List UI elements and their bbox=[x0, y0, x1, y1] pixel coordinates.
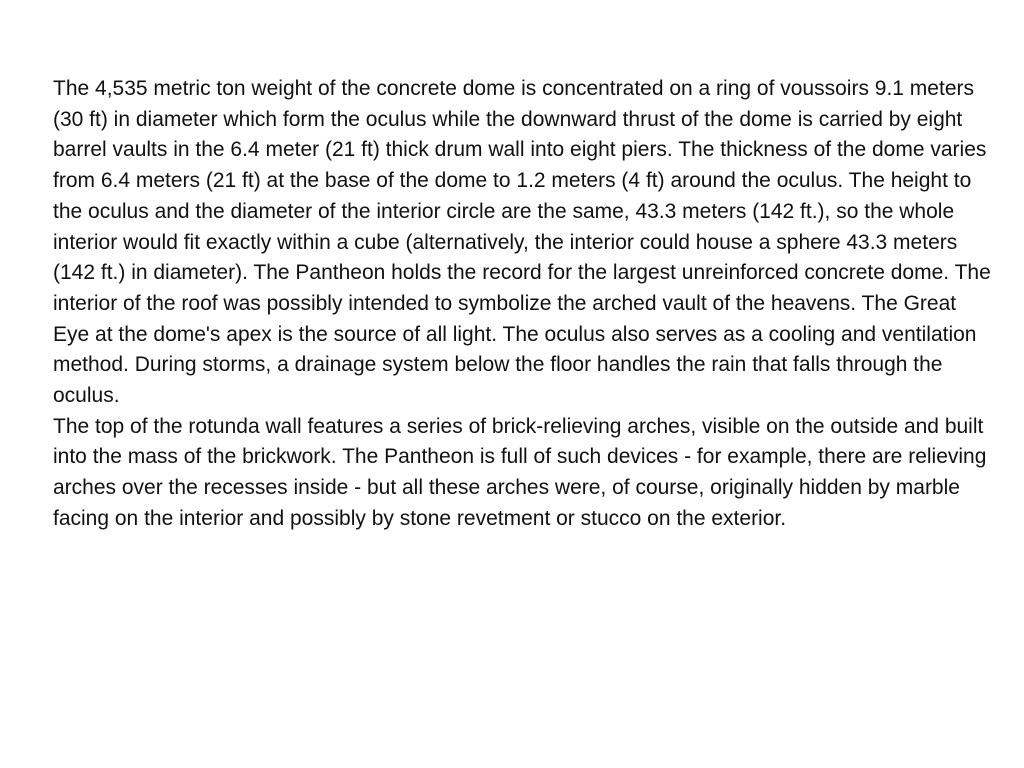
paragraph-relieving-arches: The top of the rotunda wall features a series of brick-relieving arches, visible on the outside and built into the mass of the brickwork. The Pantheon is full of such devices - for example, there are relieving arches over the recesses inside - but all these arches were, of course, originally hidden by marble facing on the interior and possibly by stone revetment or stucco on the exterior. bbox=[53, 414, 987, 530]
paragraph-dome-structure: The 4,535 metric ton weight of the concrete dome is concentrated on a ring of voussoirs 9.1 meters (30 ft) in diameter which form the oculus while the downward thrust of the dome is carried by eight barrel vaults in the 6.4 meter (21 ft) thick drum wall into eight piers. The thickness of the dome varies from 6.4 meters (21 ft) at the base of the dome to 1.2 meters (4 ft) around the oculus. The height to the oculus and the diameter of the interior circle are the same, 43.3 meters (142 ft.), so the whole interior would fit exactly within a cube (alternatively, the interior could house a sphere 43.3 meters (142 ft.) in diameter). The Pantheon holds the record for the largest unreinforced concrete dome. The interior of the roof was possibly intended to symbolize the arched vault of the heavens. The Great Eye at the dome's apex is the source of all light. The oculus also serves as a cooling and ventilation method. During storms, a drainage system below the floor handles the rain that falls through the oculus. bbox=[53, 77, 991, 408]
body-text bbox=[53, 74, 998, 535]
